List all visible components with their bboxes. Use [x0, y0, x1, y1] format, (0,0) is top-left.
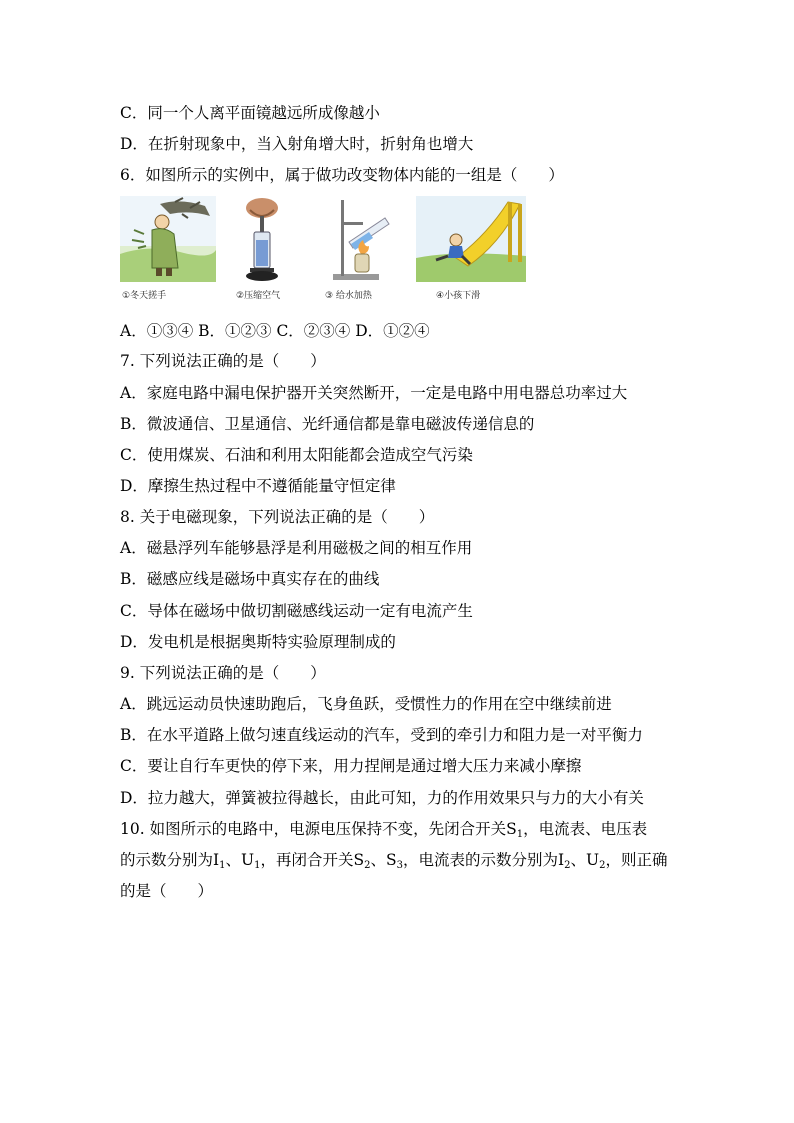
q10-line-2: 的示数分别为$I_1$、$U_1$，再闭合开关$S_2$、$S_3$，电流表的示数分别为$I_2$、$U_2$，则正确 [120, 851, 668, 871]
q6-stem: 6．如图所示的实例中，属于做功改变物体内能的一组是（ ） [120, 166, 564, 184]
caption-2: ②压缩空气 [236, 291, 281, 301]
switch-s2: $S_2$ [353, 851, 371, 871]
q9-option-b: B．在水平道路上做匀速直线运动的汽车，受到的牵引力和阻力是一对平衡力 [120, 726, 643, 744]
q6-options: A．①③④ B．①②③ C．②③④ D．①②④ [120, 322, 430, 340]
q9-option-a: A．跳远运动员快速助跑后，飞身鱼跃，受惯性力的作用在空中继续前进 [120, 695, 612, 713]
q7-option-c: C．使用煤炭、石油和利用太阳能都会造成空气污染 [120, 446, 473, 464]
q9-stem: 9. 下列说法正确的是（ ） [120, 664, 326, 682]
q10-text-1: 10. 如图所示的电路中，电源电压保持不变，先闭合开关 [120, 820, 507, 838]
figure-heat-water [325, 196, 395, 282]
q10-text-1-tail: ，电流表、电压表 [523, 820, 648, 838]
current-i1: $I_1$ [213, 851, 226, 871]
q8-option-a: A．磁悬浮列车能够悬浮是利用磁极之间的相互作用 [120, 539, 473, 557]
q6-figure-row [120, 196, 540, 308]
figure-rubbing-hands [120, 196, 216, 282]
q7-option-a: A．家庭电路中漏电保护器开关突然断开，一定是电路中用电器总功率过大 [120, 384, 628, 402]
voltage-u2: $U_2$ [586, 851, 606, 871]
switch-s1: $S_1$ [506, 820, 524, 840]
caption-3: ③ 给水加热 [325, 291, 372, 301]
switch-s3: $S_3$ [386, 851, 404, 871]
caption-1: ①冬天搓手 [122, 291, 167, 301]
voltage-u1: $U_1$ [241, 851, 261, 871]
q8-option-c: C．导体在磁场中做切割磁感线运动一定有电流产生 [120, 602, 473, 620]
q5-option-d: D．在折射现象中，当入射角增大时，折射角也增大 [120, 135, 474, 153]
q8-option-d: D．发电机是根据奥斯特实验原理制成的 [120, 633, 396, 651]
caption-4: ④小孩下滑 [436, 291, 481, 301]
q9-option-d: D．拉力越大，弹簧被拉得越长，由此可知，力的作用效果只与力的大小有关 [120, 789, 644, 807]
q10-line-1 [120, 819, 647, 839]
q5-option-c: C．同一个人离平面镜越远所成像越小 [120, 104, 380, 122]
q9-option-c: C．要让自行车更快的停下来，用力捏闸是通过增大压力来减小摩擦 [120, 757, 582, 775]
current-i2: $I_2$ [558, 851, 571, 871]
figure-compress-air [238, 196, 294, 282]
q7-option-b: B．微波通信、卫星通信、光纤通信都是靠电磁波传递信息的 [120, 415, 535, 433]
q8-stem: 8. 关于电磁现象，下列说法正确的是（ ） [120, 508, 435, 526]
figure-child-slide [416, 196, 526, 282]
q10-line-3: 的是（ ） [120, 882, 214, 900]
q7-option-d: D．摩擦生热过程中不遵循能量守恒定律 [120, 477, 396, 495]
q8-option-b: B．磁感应线是磁场中真实存在的曲线 [120, 570, 380, 588]
q7-stem: 7. 下列说法正确的是（ ） [120, 352, 326, 370]
